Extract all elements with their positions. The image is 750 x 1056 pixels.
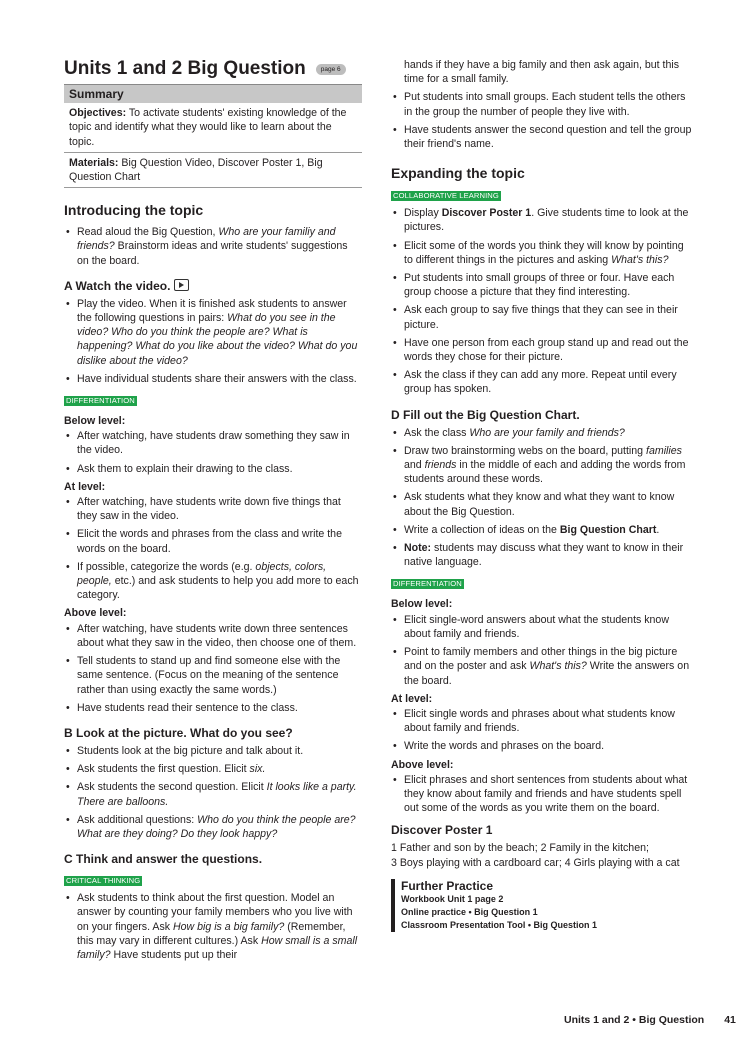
materials-row: Materials: Big Question Video, Discover Poster 1, Big Question Chart xyxy=(64,153,362,188)
section-c-list xyxy=(64,891,362,962)
list-item: • Display Discover Poster 1. Give students time to look at the pictures. xyxy=(391,206,693,234)
further-practice-item: Workbook Unit 1 page 2 xyxy=(401,893,504,904)
video-play-icon xyxy=(174,279,189,291)
page-title: Units 1 and 2 Big Question page 6 xyxy=(64,58,362,80)
further-practice-item: Online practice • Big Question 1 xyxy=(401,906,538,917)
section-a-list xyxy=(64,297,362,386)
section-a-heading: A Watch the video. xyxy=(64,279,362,294)
list-item: • After watching, have students write down three sentences about what they saw in the video, then choose one of them. xyxy=(64,622,362,650)
list-item: • Students look at the big picture and talk about it. xyxy=(64,744,362,758)
list-item: • Have individual students share their answers with the class. xyxy=(64,372,362,386)
further-practice-item: Classroom Presentation Tool • Big Question 1 xyxy=(401,919,598,930)
above-level-label: Above level: xyxy=(64,607,127,620)
list-item: • If possible, categorize the words (e.g. objects, colors, people, etc.) and ask students to help you add more to each category. xyxy=(64,560,362,603)
list-item: • After watching, have students draw something they saw in the video. xyxy=(64,429,362,457)
list-item: • Ask the class if they can add any more. Repeat until every group has spoken. xyxy=(391,368,693,396)
list-item: • Ask students the first question. Elicit six. xyxy=(64,762,362,776)
list-item: • Ask the class Who are your family and friends? xyxy=(391,426,693,440)
continued-paragraph: hands if they have a big family and then ask again, but this time for a small family. xyxy=(404,59,680,86)
list-item: • Elicit the words and phrases from the class and write the words on the board. xyxy=(64,527,362,555)
above-level-label: Above level: xyxy=(391,758,454,771)
summary-heading: Summary xyxy=(64,84,362,103)
list-item: • Ask them to explain their drawing to the class. xyxy=(64,462,362,476)
page-number: 41 xyxy=(724,1014,736,1026)
differentiation-tag: DIFFERENTIATION xyxy=(66,396,135,406)
below-level-label: Below level: xyxy=(391,598,453,611)
intro-heading: Introducing the topic xyxy=(64,202,204,219)
collaborative-learning-tag: COLLABORATIVE LEARNING xyxy=(393,191,499,201)
list-item: • Tell students to stand up and find someone else with the same sentence. (Focus on the meaning of the sentence rather than using exactly the same words.) xyxy=(64,654,362,697)
objectives-row: Objectives: To activate students' existing knowledge of the topic and identify what they would like to learn about the topic. xyxy=(64,103,362,153)
at-level-label: At level: xyxy=(391,692,433,705)
list-item: • Write a collection of ideas on the Big Question Chart. xyxy=(391,523,693,537)
list-item: • Note: students may discuss what they want to know in their native language. xyxy=(391,541,693,569)
critical-thinking-tag: CRITICAL THINKING xyxy=(66,876,141,886)
list-item: • Play the video. When it is finished ask students to answer the following questions in pairs: What do you see in the video? Who do you think the people are? What is happening? What do you like about the video? What do you dislike about the video? xyxy=(64,297,362,368)
section-b-list xyxy=(64,744,362,841)
at-level-label: At level: xyxy=(64,480,106,493)
section-d-heading: D Fill out the Big Question Chart. xyxy=(391,407,580,422)
list-item: • Put students into small groups of three or four. Have each group choose a picture that they find interesting. xyxy=(391,271,693,299)
section-b-heading: B Look at the picture. What do you see? xyxy=(64,725,293,740)
list-item: • Ask students the second question. Elicit It looks like a party. There are balloons. xyxy=(64,780,362,808)
left-column xyxy=(64,58,362,966)
expanding-list xyxy=(391,206,693,396)
list-item: • Have students answer the second question and tell the group their friend's name. xyxy=(391,123,693,151)
list-item: • After watching, have students write down five things that they saw in the video. xyxy=(64,495,362,523)
right-column xyxy=(391,58,693,932)
list-item: • Ask students to think about the first question. Model an answer by counting your family members who you live with on your fingers. Ask How big is a big family? (Remember, this may vary in different cultures.) Ask How small is a small family? Have students put up their xyxy=(64,891,362,962)
list-item: • Elicit single words and phrases about what students know about family and friends. xyxy=(391,707,693,735)
list-item: • Read aloud the Big Question, Who are your familiy and friends? Brainstorm ideas and write students' suggestions on the board. xyxy=(64,225,362,268)
page-footer xyxy=(564,1014,736,1026)
further-practice-heading: Further Practice xyxy=(401,878,494,893)
list-item: • Elicit some of the words you think they will know by pointing to different things in the pictures and asking What's this? xyxy=(391,239,693,267)
summary-box xyxy=(64,84,362,188)
list-item: • Elicit single-word answers about what the students know about family and friends. xyxy=(391,613,693,641)
expanding-heading: Expanding the topic xyxy=(391,165,525,182)
section-d-list xyxy=(391,426,693,570)
section-c-list-continued xyxy=(391,90,693,151)
footer-label: Units 1 and 2 • Big Question xyxy=(564,1014,705,1026)
list-item: • Draw two brainstorming webs on the board, putting families and friends in the middle of each and adding the words from students around these words. xyxy=(391,444,693,487)
list-item: • Have one person from each group stand up and read out the words they chose for their picture. xyxy=(391,336,693,364)
list-item: • Elicit phrases and short sentences from students about what they know about family and friends and have students spell out some of the words as you write them on the board. xyxy=(391,773,693,816)
list-item: • Ask additional questions: Who do you think the people are? What are they doing? Do they look happy? xyxy=(64,813,362,841)
differentiation-tag: DIFFERENTIATION xyxy=(393,579,462,589)
list-item: • Ask students what they know and what they want to know about the Big Question. xyxy=(391,490,693,518)
list-item: • Ask each group to say five things that they can see in their picture. xyxy=(391,303,693,331)
below-level-label: Below level: xyxy=(64,415,126,428)
list-item: • Write the words and phrases on the board. xyxy=(391,739,693,753)
further-practice-box xyxy=(391,879,693,932)
section-c-heading: C Think and answer the questions. xyxy=(64,852,263,867)
poster-line-1: 1 Father and son by the beach; 2 Family in the kitchen; xyxy=(391,842,649,855)
list-item: • Point to family members and other things in the big picture and on the poster and ask What's this? Write the answers on the board. xyxy=(391,645,693,688)
intro-list xyxy=(64,225,362,268)
continued-text: Have students put up their xyxy=(110,948,238,961)
list-item: • Put students into small groups. Each student tells the others in the group the number of people they live with. xyxy=(391,90,693,118)
poster-line-2: 3 Boys playing with a cardboard car; 4 Girls playing with a cat xyxy=(391,856,680,869)
discover-poster-heading: Discover Poster 1 xyxy=(391,823,493,838)
list-item: • Have students read their sentence to the class. xyxy=(64,701,362,715)
page-reference-badge: page 6 xyxy=(316,64,346,75)
